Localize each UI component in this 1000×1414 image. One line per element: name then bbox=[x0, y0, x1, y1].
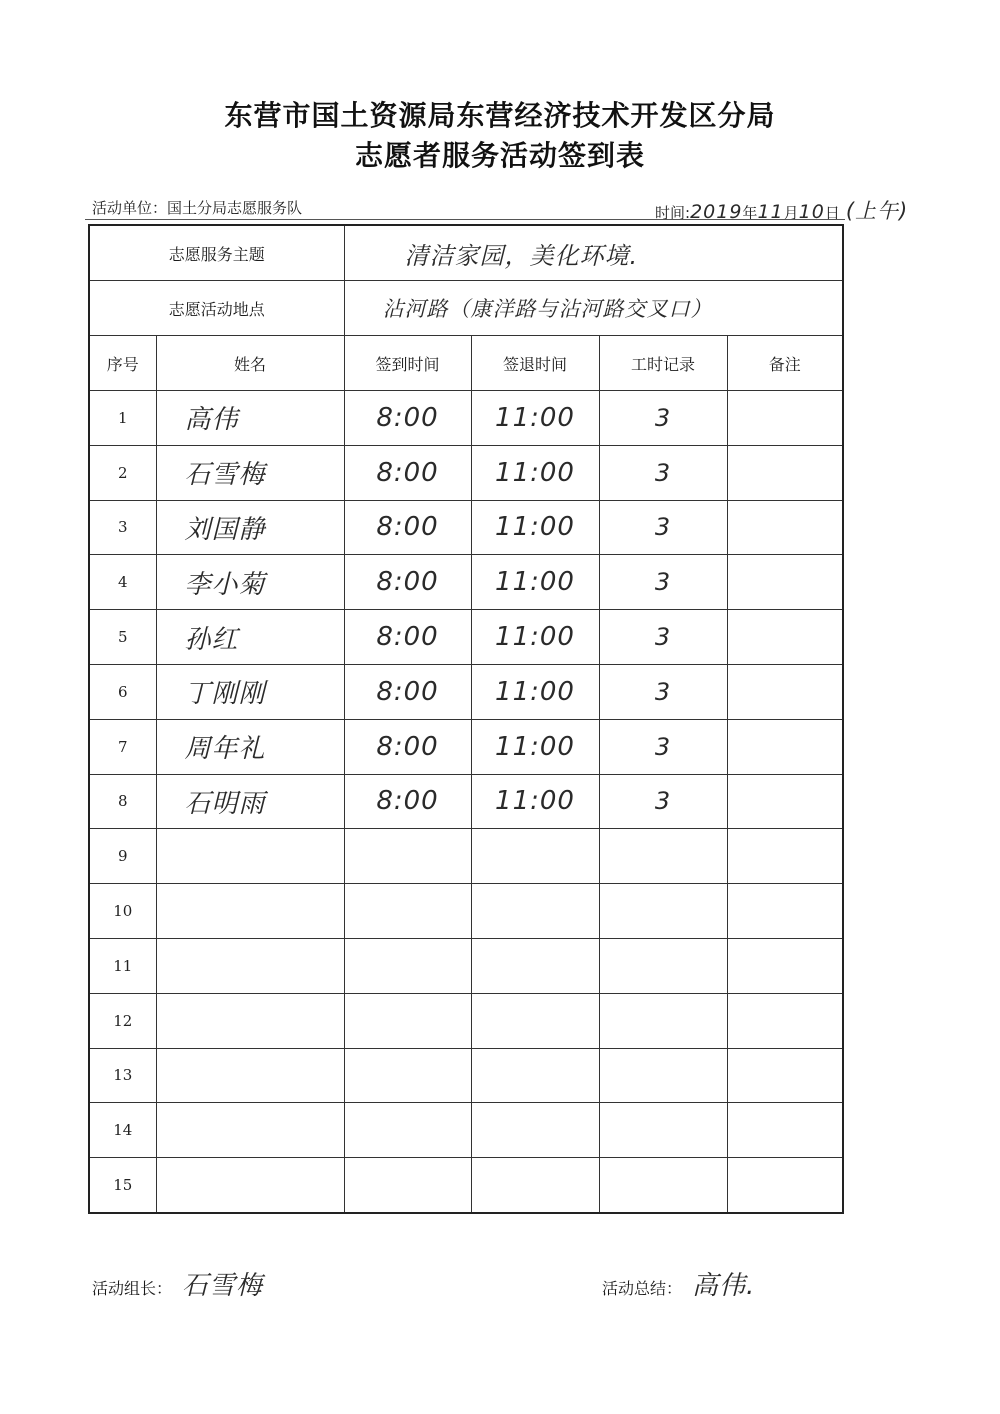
row-name: 孙红 bbox=[156, 610, 344, 665]
table-row bbox=[89, 500, 843, 555]
date-period: (上午) bbox=[845, 199, 909, 223]
page-title: 东营市国土资源局东营经济技术开发区分局 bbox=[224, 99, 776, 132]
col-header-name: 姓名 bbox=[156, 336, 344, 391]
row-sign-in: 8:00 bbox=[344, 610, 471, 665]
row-name: 石明雨 bbox=[156, 774, 344, 829]
summary-label: 活动总结： bbox=[602, 1279, 683, 1298]
row-number: 3 bbox=[89, 500, 156, 555]
row-number: 7 bbox=[89, 719, 156, 774]
row-sign-out: 11:00 bbox=[471, 774, 599, 829]
location-value: 沾河路（康洋路与沾河路交叉口） bbox=[344, 281, 843, 336]
row-number: 6 bbox=[89, 664, 156, 719]
row-name bbox=[156, 1103, 344, 1158]
theme-label: 志愿服务主题 bbox=[89, 225, 344, 281]
theme-value: 清洁家园，美化环境. bbox=[344, 225, 843, 281]
table-row bbox=[89, 555, 843, 610]
row-note bbox=[727, 445, 843, 500]
table-row bbox=[89, 884, 843, 939]
table-row bbox=[89, 1048, 843, 1103]
row-sign-out bbox=[471, 993, 599, 1048]
row-note bbox=[727, 829, 843, 884]
row-number: 12 bbox=[89, 993, 156, 1048]
row-number: 1 bbox=[89, 391, 156, 446]
date-day-char: 日 bbox=[824, 204, 840, 222]
row-number: 5 bbox=[89, 610, 156, 665]
row-sign-out bbox=[471, 829, 599, 884]
row-hours bbox=[599, 1158, 727, 1213]
row-number: 13 bbox=[89, 1048, 156, 1103]
row-name: 刘国静 bbox=[156, 500, 344, 555]
table-row bbox=[89, 774, 843, 829]
row-sign-out bbox=[471, 1158, 599, 1213]
row-sign-in: 8:00 bbox=[344, 555, 471, 610]
activity-leader bbox=[92, 1265, 263, 1302]
row-hours: 3 bbox=[599, 555, 727, 610]
table-row bbox=[89, 719, 843, 774]
row-sign-in: 8:00 bbox=[344, 391, 471, 446]
row-name bbox=[156, 884, 344, 939]
row-sign-in: 8:00 bbox=[344, 719, 471, 774]
row-sign-in bbox=[344, 1048, 471, 1103]
sign-in-table bbox=[88, 224, 844, 1214]
row-hours: 3 bbox=[599, 719, 727, 774]
row-hours bbox=[599, 884, 727, 939]
row-sign-out: 11:00 bbox=[471, 719, 599, 774]
row-sign-in bbox=[344, 829, 471, 884]
row-note bbox=[727, 500, 843, 555]
row-sign-in: 8:00 bbox=[344, 774, 471, 829]
leader-signature: 石雪梅 bbox=[182, 1271, 264, 1301]
theme-row bbox=[89, 225, 843, 281]
table-row bbox=[89, 938, 843, 993]
row-hours bbox=[599, 829, 727, 884]
table-row bbox=[89, 610, 843, 665]
row-note bbox=[727, 719, 843, 774]
row-sign-in: 8:00 bbox=[344, 500, 471, 555]
row-number: 10 bbox=[89, 884, 156, 939]
row-note bbox=[727, 610, 843, 665]
row-note bbox=[727, 993, 843, 1048]
row-name bbox=[156, 829, 344, 884]
row-name: 丁刚刚 bbox=[156, 664, 344, 719]
location-row bbox=[89, 281, 843, 336]
leader-label: 活动组长： bbox=[92, 1279, 173, 1298]
row-sign-out: 11:00 bbox=[471, 391, 599, 446]
row-number: 15 bbox=[89, 1158, 156, 1213]
row-sign-out: 11:00 bbox=[471, 610, 599, 665]
col-header-hours: 工时记录 bbox=[599, 336, 727, 391]
table-row bbox=[89, 445, 843, 500]
row-sign-out bbox=[471, 938, 599, 993]
row-note bbox=[727, 1158, 843, 1213]
row-name bbox=[156, 1048, 344, 1103]
date-month: 11 bbox=[757, 201, 784, 223]
table-row bbox=[89, 993, 843, 1048]
table-row bbox=[89, 664, 843, 719]
table-header bbox=[89, 336, 843, 391]
table-row bbox=[89, 1158, 843, 1213]
date-year: 2019 bbox=[690, 201, 743, 223]
activity-unit: 活动单位：国土分局志愿服务队 bbox=[92, 199, 303, 217]
row-hours: 3 bbox=[599, 391, 727, 446]
row-sign-in bbox=[344, 1158, 471, 1213]
row-name: 李小菊 bbox=[156, 555, 344, 610]
date-year-char: 年 bbox=[742, 204, 758, 222]
row-sign-out bbox=[471, 1048, 599, 1103]
col-header-no: 序号 bbox=[89, 336, 156, 391]
row-sign-out bbox=[471, 1103, 599, 1158]
date-day: 10 bbox=[798, 201, 825, 223]
date-label: 时间: bbox=[655, 204, 691, 222]
row-hours bbox=[599, 1103, 727, 1158]
row-note bbox=[727, 1103, 843, 1158]
row-sign-in: 8:00 bbox=[344, 445, 471, 500]
row-hours bbox=[599, 938, 727, 993]
row-note bbox=[727, 884, 843, 939]
row-hours bbox=[599, 993, 727, 1048]
row-number: 8 bbox=[89, 774, 156, 829]
row-note bbox=[727, 555, 843, 610]
row-name: 高伟 bbox=[156, 391, 344, 446]
row-number: 14 bbox=[89, 1103, 156, 1158]
activity-summary bbox=[602, 1265, 755, 1302]
row-hours: 3 bbox=[599, 445, 727, 500]
row-hours: 3 bbox=[599, 610, 727, 665]
row-sign-in bbox=[344, 938, 471, 993]
row-sign-out: 11:00 bbox=[471, 500, 599, 555]
col-header-sign-out: 签退时间 bbox=[471, 336, 599, 391]
activity-date bbox=[655, 195, 908, 225]
col-header-sign-in: 签到时间 bbox=[344, 336, 471, 391]
row-note bbox=[727, 391, 843, 446]
row-note bbox=[727, 938, 843, 993]
table-row bbox=[89, 1103, 843, 1158]
row-sign-in: 8:00 bbox=[344, 664, 471, 719]
row-name bbox=[156, 1158, 344, 1213]
row-note bbox=[727, 664, 843, 719]
row-sign-in bbox=[344, 884, 471, 939]
row-name bbox=[156, 938, 344, 993]
row-name: 石雪梅 bbox=[156, 445, 344, 500]
row-hours: 3 bbox=[599, 664, 727, 719]
meta-divider bbox=[85, 219, 845, 220]
date-month-char: 月 bbox=[783, 204, 799, 222]
page-subtitle: 志愿者服务活动签到表 bbox=[354, 139, 645, 172]
row-sign-out: 11:00 bbox=[471, 664, 599, 719]
row-hours: 3 bbox=[599, 500, 727, 555]
row-sign-in bbox=[344, 993, 471, 1048]
row-sign-out: 11:00 bbox=[471, 555, 599, 610]
table-row bbox=[89, 829, 843, 884]
row-number: 2 bbox=[89, 445, 156, 500]
row-sign-out bbox=[471, 884, 599, 939]
col-header-note: 备注 bbox=[727, 336, 843, 391]
row-name bbox=[156, 993, 344, 1048]
row-sign-in bbox=[344, 1103, 471, 1158]
row-hours: 3 bbox=[599, 774, 727, 829]
row-note bbox=[727, 774, 843, 829]
row-name: 周年礼 bbox=[156, 719, 344, 774]
row-hours bbox=[599, 1048, 727, 1103]
row-number: 9 bbox=[89, 829, 156, 884]
row-note bbox=[727, 1048, 843, 1103]
row-number: 11 bbox=[89, 938, 156, 993]
location-label: 志愿活动地点 bbox=[89, 281, 344, 336]
row-number: 4 bbox=[89, 555, 156, 610]
summary-signature: 高伟. bbox=[692, 1271, 756, 1301]
row-sign-out: 11:00 bbox=[471, 445, 599, 500]
table-row bbox=[89, 391, 843, 446]
